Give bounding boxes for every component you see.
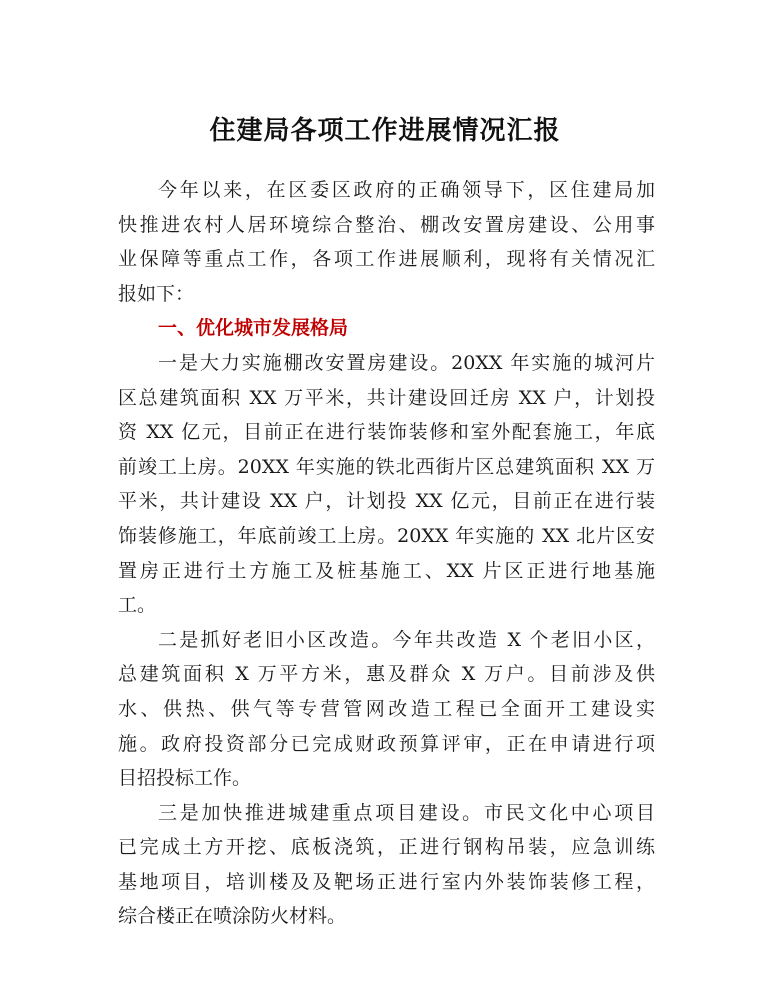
paragraph-line: 资 XX 亿元，目前正在进行装饰装修和室外配套施工，年底 [118, 421, 655, 444]
paragraph-line: 水、供热、供气等专营管网改造工程已全面开工建设实 [118, 697, 655, 720]
document-title: 住建局各项工作进展情况汇报 [209, 116, 561, 146]
paragraph-line: 施。政府投资部分已完成财政预算评审，正在申请进行项 [118, 732, 655, 755]
paragraph-line: 二是抓好老旧小区改造。今年共改造 X 个老旧小区， [158, 628, 655, 651]
paragraph-line: 平米，共计建设 XX 户，计划投 XX 亿元，目前正在进行装 [118, 490, 655, 513]
paragraph-line: 今年以来，在区委区政府的正确领导下，区住建局加 [158, 179, 655, 201]
paragraph-line: 已完成土方开挖、底板浇筑，正进行钢构吊装，应急训练 [118, 836, 655, 859]
paragraph-line: 一是大力实施棚改安置房建设。20XX 年实施的城河片 [158, 351, 655, 374]
paragraph-line: 工。 [118, 594, 157, 617]
paragraph-line: 三是加快推进城建重点项目建设。市民文化中心项目 [158, 801, 655, 824]
paragraph-line: 区总建筑面积 XX 万平米，共计建设回迁房 XX 户，计划投 [118, 386, 655, 409]
paragraph-line: 业保障等重点工作，各项工作进展顺利，现将有关情况汇 [118, 248, 655, 271]
paragraph-line: 报如下： [118, 282, 195, 305]
paragraph-line: 综合楼正在喷涂防火材料。 [118, 905, 347, 928]
paragraph-line: 置房正进行土方施工及桩基施工、XX 片区正进行地基施 [118, 559, 655, 582]
paragraph-line: 基地项目，培训楼及及靶场正进行室内外装饰装修工程， [118, 870, 655, 893]
paragraph-line: 总建筑面积 X 万平方米，惠及群众 X 万户。目前涉及供 [118, 663, 655, 686]
paragraph-line: 目招投标工作。 [118, 767, 252, 790]
paragraph-line: 饰装修施工，年底前竣工上房。20XX 年实施的 XX 北片区安 [118, 524, 655, 547]
paragraph-line: 快推进农村人居环境综合整治、棚改安置房建设、公用事 [118, 213, 655, 236]
section-heading [118, 311, 655, 346]
paragraph-line: 前竣工上房。20XX 年实施的铁北西街片区总建筑面积 XX 万 [118, 455, 655, 478]
section-heading-text: 一、优化城市发展格局 [158, 317, 349, 340]
document-body [118, 173, 655, 934]
